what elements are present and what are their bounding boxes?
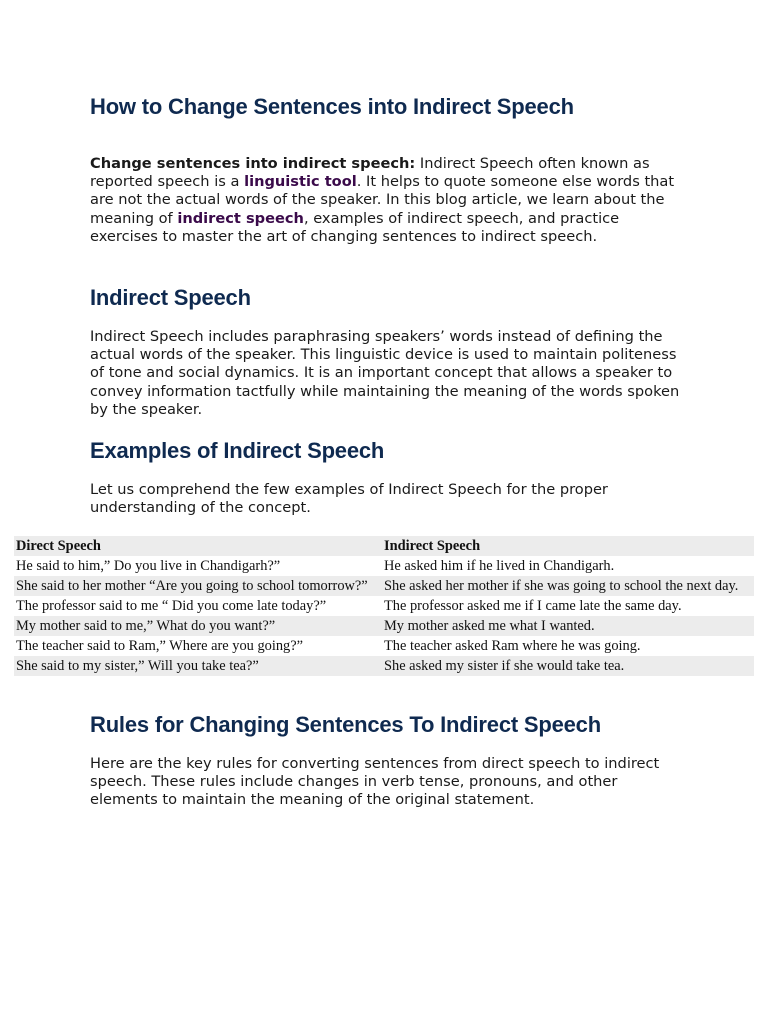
table-row bbox=[14, 636, 754, 656]
direct-speech-cell: He said to him,” Do you live in Chandigarh?” bbox=[16, 558, 281, 574]
indirect-speech-cell: He asked him if he lived in Chandigarh. bbox=[384, 558, 615, 574]
table-row bbox=[14, 576, 754, 596]
intro-lead: Change sentences into indirect speech: bbox=[90, 155, 416, 172]
indirect-speech-cell: She asked my sister if she would take tea. bbox=[384, 658, 625, 674]
header-indirect-speech: Indirect Speech bbox=[384, 538, 481, 554]
indirect-speech-cell: The teacher asked Ram where he was going. bbox=[384, 638, 641, 654]
examples-body-wrap bbox=[90, 481, 680, 517]
intro-text-2: . It helps to quote someone else words that are not the actual words of the speaker. In this blog article, we learn about the meaning of bbox=[90, 173, 675, 227]
direct-speech-cell: She said to her mother “Are you going to school tomorrow?” bbox=[16, 578, 368, 594]
indirect-speech-section bbox=[90, 284, 680, 312]
intro-text-1: Indirect Speech often known as reported speech is a bbox=[90, 155, 650, 191]
intro-text-3: , examples of indirect speech, and practice exercises to master the art of changing sentences to indirect speech. bbox=[90, 209, 620, 245]
table-row bbox=[14, 656, 754, 676]
indirect-speech-cell: The professor asked me if I came late the same day. bbox=[384, 598, 682, 614]
table-row bbox=[14, 616, 754, 636]
linguistic-tool-link[interactable]: linguistic tool bbox=[244, 173, 357, 191]
indirect-speech-link[interactable]: indirect speech bbox=[177, 209, 304, 227]
direct-speech-cell: The teacher said to Ram,” Where are you going?” bbox=[16, 638, 304, 654]
table-row bbox=[14, 556, 754, 576]
header-direct-speech: Direct Speech bbox=[16, 538, 101, 554]
table-header-row bbox=[14, 536, 754, 556]
examples-section bbox=[90, 437, 680, 465]
examples-table bbox=[14, 536, 754, 676]
indirect-speech-body: Indirect Speech includes paraphrasing speakers’ words instead of defining the actual words of the speaker. This linguistic device is used to maintain politeness of tone and social dynamics. It is an important concept that allows a speaker to convey information tactfully while maintaining the meaning of the words spoken by the speaker. bbox=[90, 328, 680, 418]
rules-body: Here are the key rules for converting sentences from direct speech to indirect speech. These rules include changes in verb tense, pronouns, and other elements to maintain the meaning of the original statement. bbox=[90, 755, 660, 809]
direct-speech-cell: She said to my sister,” Will you take tea?” bbox=[16, 658, 259, 674]
intro-paragraph bbox=[90, 155, 680, 246]
table-row bbox=[14, 596, 754, 616]
examples-body: Let us comprehend the few examples of Indirect Speech for the proper understanding of the concept. bbox=[90, 481, 608, 517]
indirect-speech-cell: My mother asked me what I wanted. bbox=[384, 618, 595, 634]
intro-section bbox=[90, 155, 680, 246]
page-title: How to Change Sentences into Indirect Speech bbox=[90, 94, 574, 119]
rules-section bbox=[90, 711, 680, 739]
examples-heading: Examples of Indirect Speech bbox=[90, 438, 385, 463]
indirect-speech-cell: She asked her mother if she was going to school the next day. bbox=[384, 578, 739, 594]
direct-speech-cell: My mother said to me,” What do you want?” bbox=[16, 618, 276, 634]
rules-body-wrap bbox=[90, 755, 680, 810]
direct-speech-cell: The professor said to me “ Did you come late today?” bbox=[16, 598, 327, 614]
article bbox=[90, 93, 680, 121]
rules-heading: Rules for Changing Sentences To Indirect Speech bbox=[90, 712, 601, 737]
indirect-speech-heading: Indirect Speech bbox=[90, 285, 251, 310]
indirect-speech-body-wrap bbox=[90, 328, 680, 419]
